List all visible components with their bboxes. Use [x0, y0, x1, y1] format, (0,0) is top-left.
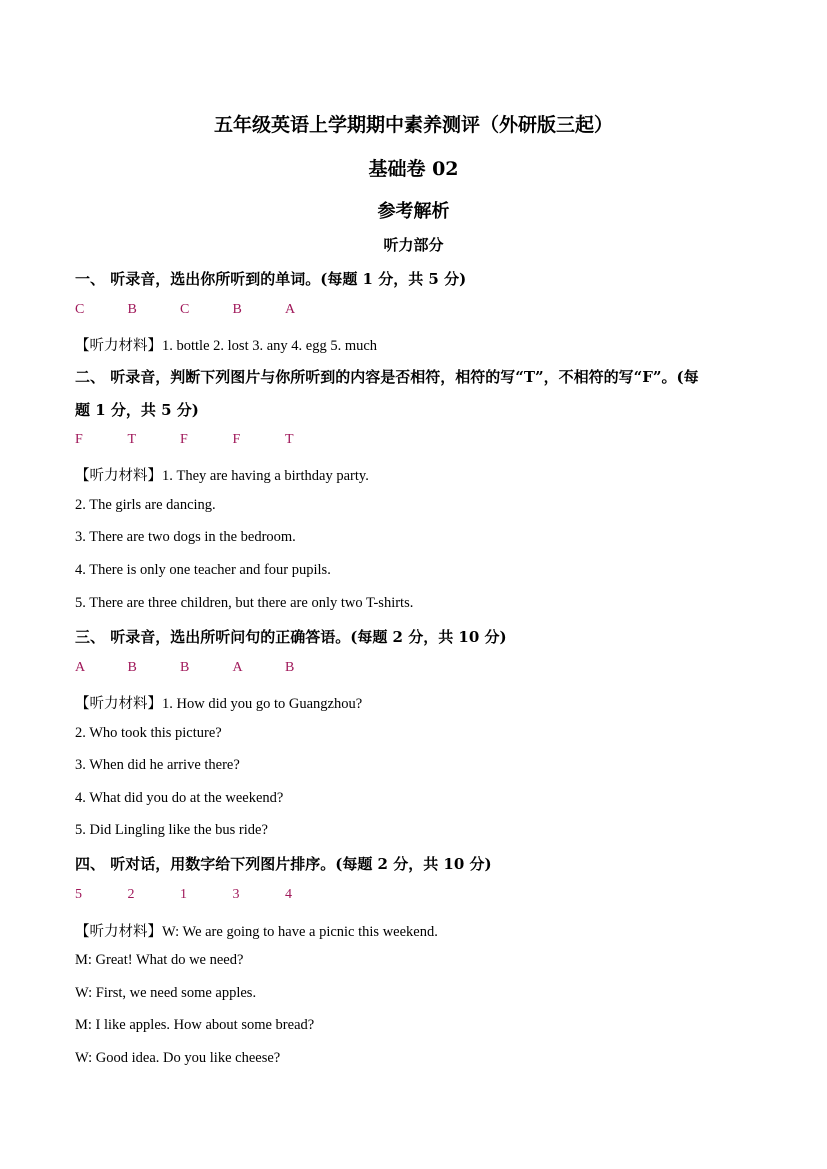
- answer: B: [285, 660, 295, 675]
- answer: T: [127, 432, 137, 447]
- answer: A: [285, 302, 296, 317]
- material-line: 2. Who took this picture?: [75, 725, 222, 741]
- answer: 4: [285, 887, 292, 902]
- section-3-material: [75, 692, 362, 713]
- answer: F: [75, 432, 83, 447]
- answer: C: [180, 302, 190, 317]
- answer: A: [232, 660, 243, 675]
- material-line: W: Good idea. Do you like cheese?: [75, 1050, 281, 1066]
- section-4-heading: 四、 听对话，用数字给下列图片排序。(每题 2 分，共 10 分): [75, 855, 492, 873]
- section-1-answers: [75, 302, 338, 318]
- section-2-answers: [75, 432, 338, 448]
- material-line: 3. When did he arrive there?: [75, 757, 240, 773]
- section-1-material: [75, 334, 377, 355]
- material-tag: 【听力材料】: [75, 338, 162, 354]
- material-line: 5. There are three children, but there are only two T-shirts.: [75, 595, 414, 611]
- answer: F: [180, 432, 188, 447]
- material-tag: 【听力材料】: [75, 924, 162, 940]
- section-2-heading: 二、 听录音，判断下列图片与你所听到的内容是否相符，相符的写“T”，不相符的写“F”。(每: [75, 368, 699, 386]
- answer: C: [75, 302, 85, 317]
- material-line: 1. bottle 2. lost 3. any 4. egg 5. much: [162, 338, 378, 354]
- material-tag: 【听力材料】: [75, 696, 162, 712]
- material-line: M: I like apples. How about some bread?: [75, 1017, 315, 1033]
- answer: T: [285, 432, 294, 447]
- answer: B: [127, 660, 137, 675]
- material-line: 5. Did Lingling like the bus ride?: [75, 822, 268, 838]
- answer: 1: [180, 887, 187, 902]
- section-1-heading: 一、 听录音，选出你所听到的单词。(每题 1 分，共 5 分): [75, 270, 467, 288]
- material-line: M: Great! What do we need?: [75, 952, 244, 968]
- section-2-heading-cont: 题 1 分，共 5 分): [75, 401, 199, 419]
- answer: 2: [127, 887, 135, 902]
- answer: B: [232, 302, 242, 317]
- material-line: 1. They are having a birthday party.: [162, 468, 369, 484]
- material-line: 1. How did you go to Guangzhou?: [162, 696, 363, 712]
- section-2-material: [75, 464, 369, 485]
- section-4-material: [75, 920, 438, 941]
- material-line: 4. What did you do at the weekend?: [75, 790, 284, 806]
- material-line: 4. There is only one teacher and four pupils.: [75, 562, 331, 578]
- section-4-answers: [75, 887, 338, 903]
- document-subtitle-2: 参考解析: [377, 201, 450, 222]
- part-title: 听力部分: [383, 236, 444, 254]
- document-title: 五年级英语上学期期中素养测评（外研版三起）: [213, 114, 613, 136]
- material-tag: 【听力材料】: [75, 468, 162, 484]
- answer: A: [75, 660, 86, 675]
- answer: 5: [75, 887, 82, 902]
- answer: B: [127, 302, 137, 317]
- material-line: 3. There are two dogs in the bedroom.: [75, 529, 296, 545]
- answer: 3: [232, 887, 240, 902]
- answer: F: [232, 432, 241, 447]
- material-line: 2. The girls are dancing.: [75, 497, 216, 513]
- material-line: W: First, we need some apples.: [75, 985, 257, 1001]
- section-3-answers: [75, 660, 338, 676]
- document-subtitle: 基础卷 02: [368, 158, 459, 180]
- material-line: W: We are going to have a picnic this weekend.: [162, 924, 438, 940]
- answer: B: [180, 660, 190, 675]
- section-3-heading: 三、 听录音，选出所听问句的正确答语。(每题 2 分，共 10 分): [75, 628, 507, 646]
